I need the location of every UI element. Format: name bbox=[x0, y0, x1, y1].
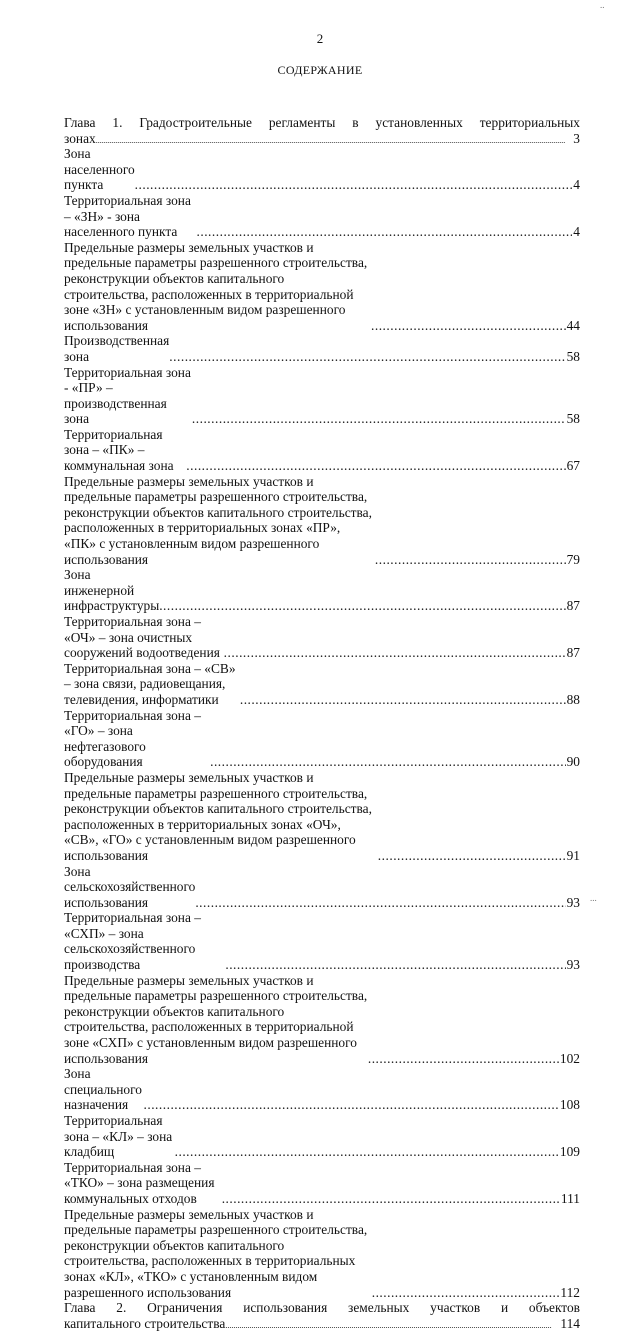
toc-entry[interactable] bbox=[64, 708, 580, 770]
toc-page-number: 58 bbox=[566, 411, 580, 427]
dot-leader bbox=[240, 692, 566, 708]
toc-entry[interactable] bbox=[64, 474, 580, 568]
toc-entry-label: Предельные размеры земельных участков и предельные параметры разрешенного строительства, реконструкции объектов капитального строительства, расположенных в территориальной зоне «ЗН» с установленным видом разрешенного использования bbox=[64, 239, 368, 333]
toc-page-number: 108 bbox=[559, 1097, 580, 1113]
toc-page-number: 44 bbox=[566, 317, 580, 333]
dot-leader bbox=[192, 411, 566, 427]
toc-entry[interactable] bbox=[64, 240, 580, 334]
toc-page-number: 112 bbox=[560, 1284, 580, 1300]
toc-entry[interactable] bbox=[64, 567, 580, 614]
toc-page-number: 67 bbox=[566, 458, 580, 474]
toc-chapter-2-title-end: капитального строительства bbox=[64, 1315, 226, 1331]
toc-page-number: 90 bbox=[566, 754, 580, 770]
dot-leader bbox=[224, 645, 566, 661]
toc-entry[interactable] bbox=[64, 973, 580, 1067]
toc-page-number: 88 bbox=[566, 691, 580, 707]
dot-leader bbox=[96, 131, 566, 147]
dot-leader bbox=[186, 458, 565, 474]
page-number: 2 bbox=[316, 31, 324, 46]
toc-entry[interactable] bbox=[64, 1160, 580, 1207]
toc-entry[interactable] bbox=[64, 365, 580, 427]
dot-leader bbox=[378, 848, 566, 864]
toc-entry-label: Зона специального назначения bbox=[64, 1066, 142, 1113]
toc-entry-label: Территориальная зона – «ГО» – зона нефтегазового оборудования bbox=[64, 707, 201, 770]
toc-page-number: 87 bbox=[566, 598, 580, 614]
toc-chapter-2-title: Глава 2. Ограничения использования земельных участков и объектов bbox=[64, 1300, 580, 1316]
toc-entry-label: Территориальная зона – «ЗН» - зона населенного пункта bbox=[64, 192, 191, 240]
toc-chapter-2[interactable] bbox=[64, 1300, 580, 1331]
toc-page-number: 102 bbox=[559, 1050, 580, 1066]
toc-entry[interactable] bbox=[64, 770, 580, 864]
dot-leader bbox=[197, 224, 573, 240]
scan-corner-mark: ... bbox=[590, 893, 597, 903]
scan-corner-mark: .. bbox=[600, 0, 605, 10]
toc-entry[interactable] bbox=[64, 333, 580, 364]
toc-entry[interactable] bbox=[64, 1207, 580, 1301]
dot-leader bbox=[368, 1051, 559, 1067]
dot-leader bbox=[210, 754, 566, 770]
dot-leader bbox=[375, 552, 566, 568]
toc-entry-label: Территориальная зона – «ТКО» – зона размещения коммунальных отходов bbox=[64, 1159, 215, 1206]
toc-entry-label: Зона инженерной инфраструктуры bbox=[64, 567, 160, 614]
toc-entry-label: Территориальная зона – «СХП» – зона сельскохозяйственного производства bbox=[64, 910, 201, 973]
toc-entry-label: Предельные размеры земельных участков и предельные параметры разрешенного строительства, реконструкции объектов капитального строительства, расположенных в территориальных зонах «КЛ», «ТКО» с установленным видом разрешенного использования bbox=[64, 1206, 368, 1300]
toc-entry-label: Территориальная зона – «СВ» – зона связи, радиовещания, телевидения, информатики bbox=[64, 660, 236, 707]
toc-entry[interactable] bbox=[64, 427, 580, 474]
toc-entry[interactable] bbox=[64, 910, 580, 972]
toc-page-number: 79 bbox=[566, 551, 580, 567]
toc-page-number: 3 bbox=[573, 130, 580, 146]
toc-entry[interactable] bbox=[64, 193, 580, 240]
dot-leader bbox=[225, 1316, 552, 1331]
toc-entry-label: Предельные размеры земельных участков и предельные параметры разрешенного строительства, реконструкции объектов капитального строительства, расположенных в территориальной зоне «СХП» с установленным видом разрешенного использования bbox=[64, 972, 368, 1066]
toc-page-number: 111 bbox=[560, 1190, 580, 1206]
toc-page-number: 58 bbox=[566, 348, 580, 364]
toc-page-number: 109 bbox=[559, 1144, 580, 1160]
toc-page-number: 93 bbox=[566, 957, 580, 973]
dot-leader bbox=[222, 1191, 560, 1207]
dot-leader bbox=[144, 1097, 559, 1113]
toc-entry[interactable] bbox=[64, 1113, 580, 1160]
dot-leader bbox=[372, 1285, 560, 1301]
toc-entry[interactable] bbox=[64, 146, 580, 193]
toc-page-number: 114 bbox=[560, 1315, 580, 1331]
toc-entry-label: Территориальная зона – «КЛ» – зона кладбищ bbox=[64, 1113, 173, 1160]
dot-leader bbox=[159, 598, 565, 614]
toc-page-number: 93 bbox=[566, 894, 580, 910]
toc-entry[interactable] bbox=[64, 864, 580, 911]
dot-leader bbox=[225, 957, 565, 973]
dot-leader bbox=[371, 318, 566, 334]
toc-entry[interactable] bbox=[64, 614, 580, 661]
toc-entry-label: Предельные размеры земельных участков и предельные параметры разрешенного строительства, реконструкции объектов капитального строительства, расположенных в территориальных зонах «ПР», «ПК» с установленным видом разрешенного использования bbox=[64, 473, 372, 567]
toc-chapter-1-title-end: зонах bbox=[64, 130, 96, 146]
toc-entry[interactable] bbox=[64, 661, 580, 708]
dot-leader bbox=[135, 177, 573, 193]
toc-entry-label: Территориальная зона – «ПК» – коммунальная зона bbox=[64, 426, 174, 474]
dot-leader bbox=[169, 349, 565, 365]
toc-entry-label: Зона населенного пункта bbox=[64, 146, 135, 193]
toc-entries bbox=[64, 146, 580, 1300]
toc-entry-label: Предельные размеры земельных участков и предельные параметры разрешенного строительства, реконструкции объектов капитального строительства, расположенных в территориальных зонах «ОЧ», «СВ», «ГО» с установленным видом разрешенного использования bbox=[64, 769, 372, 863]
table-of-contents bbox=[64, 115, 580, 1331]
toc-page-number: 4 bbox=[573, 177, 580, 193]
toc-chapter-1[interactable] bbox=[64, 115, 580, 146]
toc-entry-label: Производственная зона bbox=[64, 333, 170, 364]
toc-entry-label: Территориальная зона - «ПР» – производственная зона bbox=[64, 364, 191, 427]
toc-page-number: 4 bbox=[573, 224, 580, 240]
toc-page-number: 91 bbox=[566, 847, 580, 863]
toc-entry-label: Территориальная зона – «ОЧ» – зона очистных сооружений водоотведения bbox=[64, 614, 220, 661]
toc-heading: СОДЕРЖАНИЕ bbox=[277, 63, 363, 77]
dot-leader bbox=[195, 895, 565, 911]
dot-leader bbox=[175, 1144, 559, 1160]
toc-chapter-1-title: Глава 1. Градостроительные регламенты в установленных территориальных bbox=[64, 115, 580, 130]
toc-entry-label: Зона сельскохозяйственного использования bbox=[64, 863, 196, 910]
toc-entry[interactable] bbox=[64, 1066, 580, 1113]
toc-page-number: 87 bbox=[566, 645, 580, 661]
